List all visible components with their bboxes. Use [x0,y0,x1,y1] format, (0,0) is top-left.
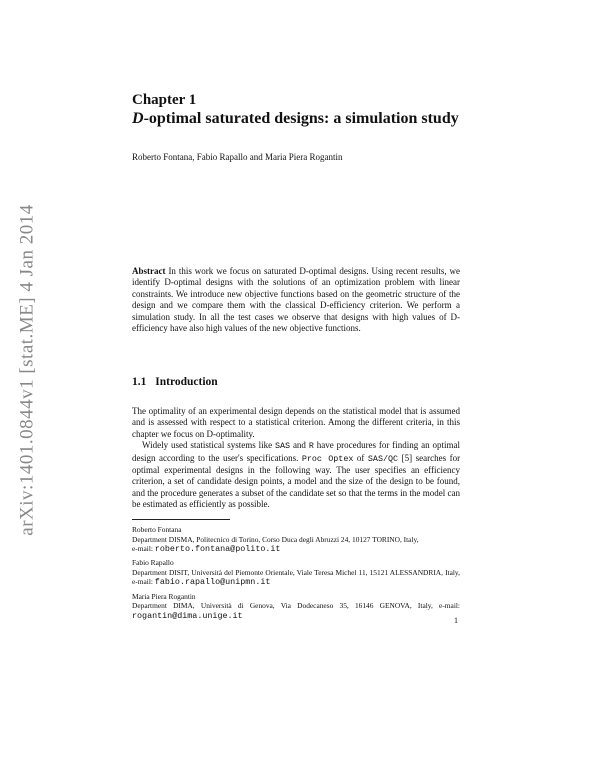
body-text [132,406,460,511]
p2-text-a: Widely used statistical systems like [142,440,273,451]
chapter-label: Chapter 1 [132,92,197,108]
email-link[interactable]: roberto.fontana@polito.it [154,544,281,555]
paragraph-2 [132,440,460,510]
email-link[interactable]: rogantin@dima.unige.it [132,610,243,621]
section-title: Introduction [155,376,218,388]
paragraph-1: The optimality of an experimental design depends on the statistical model that is assumed and is assessed with respect to a statistical criterion. Among the different criteria, in this chapter we focus on D-optimality. [132,406,460,439]
arxiv-identifier-sidebar [8,185,48,555]
abstract [132,266,460,334]
affiliation-dept [132,568,460,588]
affiliation-name: Roberto Fontana [132,525,182,534]
code-r: R [308,441,314,452]
email-link[interactable]: fabio.rapallo@unipmn.it [154,577,271,588]
chapter-title [132,110,459,128]
p2-text-and: and [292,440,306,451]
code-proc-optex: Proc Optex [301,453,354,464]
abstract-label: Abstract [132,266,166,276]
citation-ref[interactable]: [5] [401,452,413,463]
chapter-title-rest: -optimal saturated designs: a simulation study [143,110,459,127]
affiliation-name: Maria Piera Rogantin [132,591,196,601]
abstract-text: In this work we focus on saturated D-optimal designs. Using recent results, we identify D-optimal designs with the solutions of an optimization problem with linear constraints. We introduce new objective functions based on the geometric structure of the design and we compare them with the classical D-efficiency criterion. We perform a simulation study. In all the test cases we observe that designs with high values of D-efficiency have also high values of the new objective functions. [132,266,460,334]
code-sas: SAS [274,441,291,452]
p2-text-of: of [356,452,365,463]
affiliation-name: Fabio Rapallo [132,558,174,568]
author-list: Roberto Fontana, Fabio Rapallo and Maria Piera Rogantin [132,152,343,162]
affiliation-dept [132,601,460,621]
affiliations [132,525,460,625]
affiliation-rapallo [132,558,460,588]
email-prefix: e-mail: [132,544,153,554]
affiliation-dept-text: Department DIMA, Università di Genova, Via Dodecaneso 35, 16146 GENOVA, Italy, e-mail: [132,601,460,611]
code-sas-qc: SAS/QC [367,453,399,464]
affiliation-rogantin [132,592,460,622]
section-heading [132,376,218,388]
p2-text-c: searches for optimal experimental designs in the following way. The user specifies an efficiency criterion, a set of candidate design points, a model and the size of the design to be found, and the procedure generates a subset of the candidate set so that the terms in the model can be estimated as efficiently as possible. [132,452,461,510]
footnote-divider [132,519,230,520]
section-number: 1.1 [132,376,147,388]
page-number: 1 [454,616,458,625]
p2-text-b: have procedures for finding an optimal design according to the user's specifications. [132,440,461,463]
affiliation-dept-text: Department DISIT, Università del Piemonte Orientale, Viale Teresa Michel 11, 15121 ALESSANDRIA, Italy, e-mail: [132,567,460,587]
affiliation-fontana [132,525,460,555]
chapter-title-italic: D [132,110,144,127]
affiliation-dept: Department DISMA, Politecnico di Torino, Corso Duca degli Abruzzi 24, 10127 TORINO, Italy, [132,534,419,544]
arxiv-identifier: arXiv:1401.0844v1 [stat.ME] 4 Jan 2014 [17,204,38,536]
